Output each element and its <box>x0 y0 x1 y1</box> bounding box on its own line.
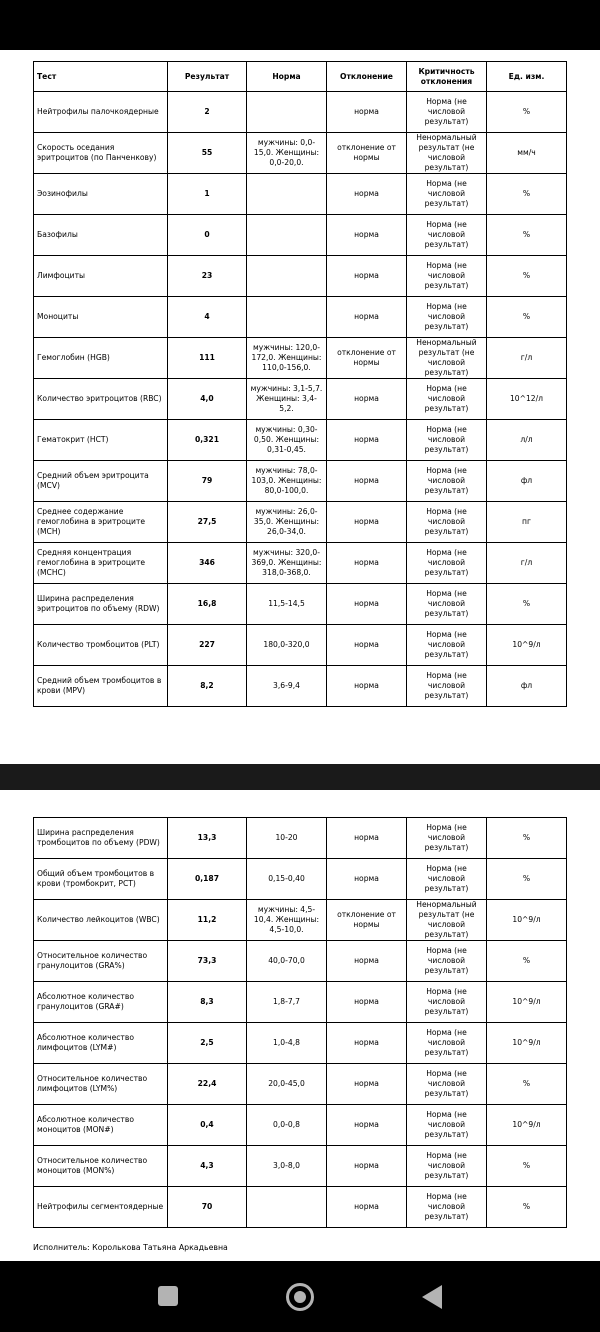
unit-cell: % <box>487 1064 567 1105</box>
test-name-cell: Абсолютное количество гранулоцитов (GRA#) <box>34 982 168 1023</box>
test-name-cell: Ширина распределения тромбоцитов по объему (PDW) <box>34 818 168 859</box>
criticality-cell: Норма (не числовой результат) <box>407 666 487 707</box>
criticality-cell: Норма (не числовой результат) <box>407 982 487 1023</box>
table-row <box>34 1064 567 1105</box>
criticality-cell: Норма (не числовой результат) <box>407 818 487 859</box>
unit-cell: мм/ч <box>487 133 567 174</box>
criticality-cell: Норма (не числовой результат) <box>407 1146 487 1187</box>
deviation-cell: норма <box>327 502 407 543</box>
result-cell: 73,3 <box>168 941 247 982</box>
result-cell: 0,187 <box>168 859 247 900</box>
executor-name: Исполнитель: Королькова Татьяна Аркадьевна <box>33 1243 228 1252</box>
criticality-cell: Норма (не числовой результат) <box>407 502 487 543</box>
table-row <box>34 256 567 297</box>
table-header-row <box>34 62 567 92</box>
header-deviation: Отклонение <box>327 62 407 92</box>
norm-cell: 11,5-14,5 <box>247 584 327 625</box>
unit-cell: г/л <box>487 338 567 379</box>
unit-cell: % <box>487 818 567 859</box>
test-name-cell: Относительное количество лимфоцитов (LYM%) <box>34 1064 168 1105</box>
result-cell: 0,321 <box>168 420 247 461</box>
norm-cell: 1,0-4,8 <box>247 1023 327 1064</box>
unit-cell: % <box>487 92 567 133</box>
result-cell: 2 <box>168 92 247 133</box>
deviation-cell: норма <box>327 174 407 215</box>
criticality-cell: Норма (не числовой результат) <box>407 461 487 502</box>
norm-cell: мужчины: 3,1-5,7. Женщины: 3,4-5,2. <box>247 379 327 420</box>
deviation-cell: норма <box>327 982 407 1023</box>
unit-cell: % <box>487 859 567 900</box>
norm-cell: 20,0-45,0 <box>247 1064 327 1105</box>
criticality-cell: Норма (не числовой результат) <box>407 92 487 133</box>
table-row <box>34 982 567 1023</box>
deviation-cell: норма <box>327 1064 407 1105</box>
deviation-cell: норма <box>327 859 407 900</box>
result-cell: 346 <box>168 543 247 584</box>
result-cell: 13,3 <box>168 818 247 859</box>
unit-cell: % <box>487 174 567 215</box>
table-row <box>34 133 567 174</box>
criticality-cell: Норма (не числовой результат) <box>407 297 487 338</box>
criticality-cell: Норма (не числовой результат) <box>407 1064 487 1105</box>
test-name-cell: Средний объем эритроцита (MCV) <box>34 461 168 502</box>
unit-cell: фл <box>487 461 567 502</box>
table-row <box>34 1187 567 1228</box>
table-row <box>34 1023 567 1064</box>
result-cell: 70 <box>168 1187 247 1228</box>
result-cell: 8,2 <box>168 666 247 707</box>
criticality-cell: Ненормальный результат (не числовой результат) <box>407 900 487 941</box>
norm-cell: 0,0-0,8 <box>247 1105 327 1146</box>
norm-cell <box>247 174 327 215</box>
deviation-cell: норма <box>327 584 407 625</box>
table-row <box>34 1105 567 1146</box>
unit-cell: 10^9/л <box>487 1023 567 1064</box>
result-cell: 1 <box>168 174 247 215</box>
deviation-cell: норма <box>327 379 407 420</box>
unit-cell: г/л <box>487 543 567 584</box>
criticality-cell: Норма (не числовой результат) <box>407 1023 487 1064</box>
criticality-cell: Норма (не числовой результат) <box>407 625 487 666</box>
deviation-cell: норма <box>327 1146 407 1187</box>
table-row <box>34 420 567 461</box>
deviation-cell: норма <box>327 1187 407 1228</box>
criticality-cell: Норма (не числовой результат) <box>407 420 487 461</box>
test-name-cell: Количество лейкоцитов (WBC) <box>34 900 168 941</box>
deviation-cell: норма <box>327 1105 407 1146</box>
test-name-cell: Относительное количество гранулоцитов (GRA%) <box>34 941 168 982</box>
result-cell: 23 <box>168 256 247 297</box>
test-name-cell: Общий объем тромбоцитов в крови (тромбокрит, PCT) <box>34 859 168 900</box>
unit-cell: фл <box>487 666 567 707</box>
unit-cell: % <box>487 256 567 297</box>
table-row <box>34 379 567 420</box>
norm-cell: 1,8-7,7 <box>247 982 327 1023</box>
criticality-cell: Норма (не числовой результат) <box>407 543 487 584</box>
norm-cell: мужчины: 4,5-10,4. Женщины: 4,5-10,0. <box>247 900 327 941</box>
table-row <box>34 92 567 133</box>
test-name-cell: Средний объем тромбоцитов в крови (MPV) <box>34 666 168 707</box>
criticality-cell: Норма (не числовой результат) <box>407 379 487 420</box>
test-name-cell: Гемоглобин (HGB) <box>34 338 168 379</box>
results-table-page-2 <box>33 817 567 1228</box>
header-norm: Норма <box>247 62 327 92</box>
unit-cell: % <box>487 941 567 982</box>
deviation-cell: норма <box>327 215 407 256</box>
deviation-cell: отклонение от нормы <box>327 900 407 941</box>
unit-cell: пг <box>487 502 567 543</box>
norm-cell <box>247 256 327 297</box>
test-name-cell: Моноциты <box>34 297 168 338</box>
table-row <box>34 1146 567 1187</box>
result-cell: 55 <box>168 133 247 174</box>
header-result: Результат <box>168 62 247 92</box>
table-row <box>34 818 567 859</box>
norm-cell: 40,0-70,0 <box>247 941 327 982</box>
deviation-cell: норма <box>327 543 407 584</box>
table-row <box>34 338 567 379</box>
test-name-cell: Ширина распределения эритроцитов по объему (RDW) <box>34 584 168 625</box>
criticality-cell: Ненормальный результат (не числовой результат) <box>407 338 487 379</box>
deviation-cell: норма <box>327 297 407 338</box>
norm-cell: мужчины: 0,30-0,50. Женщины: 0,31-0,45. <box>247 420 327 461</box>
deviation-cell: норма <box>327 1023 407 1064</box>
unit-cell: % <box>487 1187 567 1228</box>
norm-cell <box>247 215 327 256</box>
test-name-cell: Нейтрофилы сегментоядерные <box>34 1187 168 1228</box>
norm-cell: мужчины: 26,0-35,0. Женщины: 26,0-34,0. <box>247 502 327 543</box>
norm-cell: мужчины: 120,0-172,0. Женщины: 110,0-156,0. <box>247 338 327 379</box>
unit-cell: 10^9/л <box>487 625 567 666</box>
result-cell: 4 <box>168 297 247 338</box>
test-name-cell: Количество эритроцитов (RBC) <box>34 379 168 420</box>
result-cell: 16,8 <box>168 584 247 625</box>
test-name-cell: Гематокрит (HCT) <box>34 420 168 461</box>
test-name-cell: Количество тромбоцитов (PLT) <box>34 625 168 666</box>
back-icon[interactable] <box>422 1285 442 1309</box>
table-row <box>34 543 567 584</box>
deviation-cell: норма <box>327 92 407 133</box>
deviation-cell: норма <box>327 461 407 502</box>
unit-cell: 10^9/л <box>487 1105 567 1146</box>
table-row <box>34 666 567 707</box>
criticality-cell: Норма (не числовой результат) <box>407 859 487 900</box>
criticality-cell: Норма (не числовой результат) <box>407 174 487 215</box>
norm-cell <box>247 297 327 338</box>
table-row <box>34 584 567 625</box>
norm-cell: 10-20 <box>247 818 327 859</box>
norm-cell: 3,6-9,4 <box>247 666 327 707</box>
criticality-cell: Норма (не числовой результат) <box>407 941 487 982</box>
table-row <box>34 297 567 338</box>
norm-cell: мужчины: 78,0-103,0. Женщины: 80,0-100,0. <box>247 461 327 502</box>
deviation-cell: норма <box>327 666 407 707</box>
deviation-cell: отклонение от нормы <box>327 133 407 174</box>
unit-cell: % <box>487 215 567 256</box>
result-cell: 111 <box>168 338 247 379</box>
result-cell: 0 <box>168 215 247 256</box>
home-icon[interactable] <box>286 1283 314 1311</box>
header-test: Тест <box>34 62 168 92</box>
status-bar <box>0 0 600 50</box>
result-cell: 79 <box>168 461 247 502</box>
result-cell: 11,2 <box>168 900 247 941</box>
result-cell: 227 <box>168 625 247 666</box>
unit-cell: 10^12/л <box>487 379 567 420</box>
criticality-cell: Норма (не числовой результат) <box>407 584 487 625</box>
deviation-cell: отклонение от нормы <box>327 338 407 379</box>
result-cell: 0,4 <box>168 1105 247 1146</box>
recent-apps-icon[interactable] <box>158 1286 178 1306</box>
norm-cell <box>247 1187 327 1228</box>
table-row <box>34 859 567 900</box>
criticality-cell: Норма (не числовой результат) <box>407 1105 487 1146</box>
criticality-cell: Норма (не числовой результат) <box>407 1187 487 1228</box>
criticality-cell: Норма (не числовой результат) <box>407 215 487 256</box>
test-name-cell: Эозинофилы <box>34 174 168 215</box>
unit-cell: 10^9/л <box>487 900 567 941</box>
unit-cell: % <box>487 297 567 338</box>
test-name-cell: Абсолютное количество лимфоцитов (LYM#) <box>34 1023 168 1064</box>
norm-cell: мужчины: 320,0-369,0. Женщины: 318,0-368,0. <box>247 543 327 584</box>
deviation-cell: норма <box>327 420 407 461</box>
header-unit: Ед. изм. <box>487 62 567 92</box>
criticality-cell: Норма (не числовой результат) <box>407 256 487 297</box>
result-cell: 27,5 <box>168 502 247 543</box>
deviation-cell: норма <box>327 941 407 982</box>
table-row <box>34 502 567 543</box>
unit-cell: л/л <box>487 420 567 461</box>
norm-cell <box>247 92 327 133</box>
test-name-cell: Нейтрофилы палочкоядерные <box>34 92 168 133</box>
test-name-cell: Базофилы <box>34 215 168 256</box>
test-name-cell: Скорость оседания эритроцитов (по Панченкову) <box>34 133 168 174</box>
norm-cell: 3,0-8,0 <box>247 1146 327 1187</box>
test-name-cell: Среднее содержание гемоглобина в эритроците (MCH) <box>34 502 168 543</box>
norm-cell: 180,0-320,0 <box>247 625 327 666</box>
norm-cell: 0,15-0,40 <box>247 859 327 900</box>
header-criticality: Критичность отклонения <box>407 62 487 92</box>
table-row <box>34 215 567 256</box>
unit-cell: 10^9/л <box>487 982 567 1023</box>
deviation-cell: норма <box>327 256 407 297</box>
table-row <box>34 174 567 215</box>
page-separator <box>0 764 600 790</box>
test-name-cell: Абсолютное количество моноцитов (MON#) <box>34 1105 168 1146</box>
test-name-cell: Средняя концентрация гемоглобина в эритроците (MCHC) <box>34 543 168 584</box>
result-cell: 8,3 <box>168 982 247 1023</box>
result-cell: 4,0 <box>168 379 247 420</box>
test-name-cell: Относительное количество моноцитов (MON%) <box>34 1146 168 1187</box>
table-row <box>34 461 567 502</box>
unit-cell: % <box>487 1146 567 1187</box>
test-name-cell: Лимфоциты <box>34 256 168 297</box>
table-row <box>34 900 567 941</box>
unit-cell: % <box>487 584 567 625</box>
criticality-cell: Ненормальный результат (не числовой результат) <box>407 133 487 174</box>
results-table-page-1 <box>33 61 567 707</box>
table-row <box>34 941 567 982</box>
deviation-cell: норма <box>327 818 407 859</box>
result-cell: 4,3 <box>168 1146 247 1187</box>
result-cell: 2,5 <box>168 1023 247 1064</box>
table-row <box>34 625 567 666</box>
deviation-cell: норма <box>327 625 407 666</box>
norm-cell: мужчины: 0,0-15,0. Женщины: 0,0-20,0. <box>247 133 327 174</box>
result-cell: 22,4 <box>168 1064 247 1105</box>
